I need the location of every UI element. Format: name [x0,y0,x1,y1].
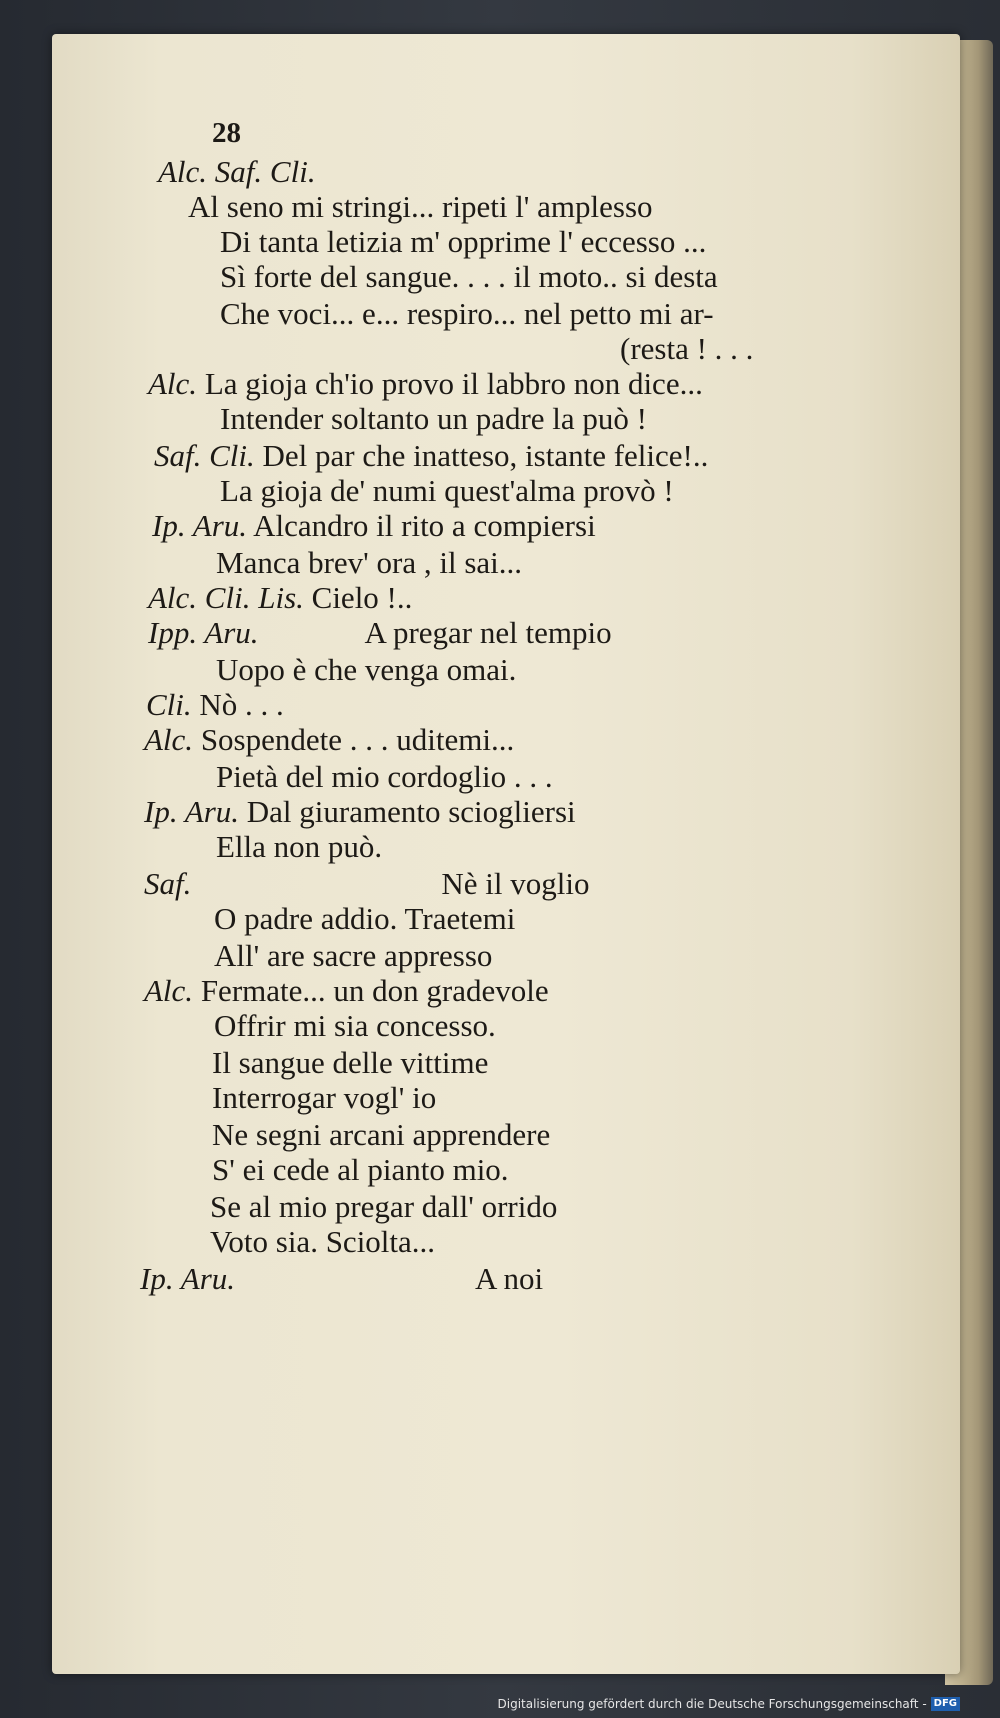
verse-text: Del par che inatteso, istante felice!.. [262,438,709,473]
verse-line-20: Ella non può. [216,829,383,864]
verse-text: Alcandro il rito a compiersi [253,508,596,543]
verse-line-1 [158,154,316,190]
verse-line-28: Ne segni arcani apprendere [212,1117,551,1152]
dfg-logo: DFG [931,1697,960,1711]
verse-line-27: Interrogar vogl' io [212,1080,437,1115]
verse-line-30: Se al mio pregar dall' orrido [210,1189,558,1224]
speaker-label: Saf. [144,866,192,901]
digitization-credit [498,1696,961,1712]
verse-text: Nè il voglio [441,866,590,901]
verse-line-12: Manca brev' ora , il sai... [216,545,523,580]
verse-line-22: O padre addio. Traetemi [214,901,516,936]
speaker-label: Alc. Saf. Cli. [158,154,316,189]
verse-line-10: La gioja de' numi quest'alma provò ! [220,473,674,508]
speaker-label: Ip. Aru. [140,1261,236,1296]
verse-text: Nò . . . [199,687,284,722]
verse-line-8: Intender soltanto un padre la può ! [220,401,647,436]
speaker-label: Alc. [148,366,198,401]
verse-line-7 [148,366,703,402]
verse-line-2: Al seno mi stringi... ripeti l' amplesso [188,189,653,224]
page-number: 28 [212,117,241,149]
verse-line-25: Offrir mi sia concesso. [214,1008,496,1043]
speaker-label: Alc. [144,722,194,757]
verse-text: A noi [475,1261,544,1296]
verse-line-29: S' ei cede al pianto mio. [212,1152,509,1187]
verse-line-13 [148,580,412,616]
verse-line-9 [154,438,708,474]
verse-line-31 [210,1224,435,1260]
verse-text: A pregar nel tempio [364,615,612,650]
verse-text: Sospendete . . . uditemi... [200,722,515,757]
book-page [52,34,960,1674]
verse-line-16 [146,687,284,723]
verse-line-23: All' are sacre appresso [214,938,493,973]
speaker-label: Saf. Cli. [154,438,255,473]
speaker-label: Cli. [146,687,192,722]
verse-line-11 [152,508,596,544]
verse-line-19 [144,794,576,830]
verse-text: La gioja ch'io provo il labbro non dice... [204,366,703,401]
verse-line-6: (resta ! . . . [620,331,754,366]
verse-text: Voto sia. Sciolta... [210,1224,436,1259]
verse-text: Dal giuramento sciogliersi [246,794,576,829]
verse-line-18: Pietà del mio cordoglio . . . [216,759,553,794]
verse-line-17 [144,722,514,758]
verse-line-32 [140,1261,543,1297]
verse-line-24 [144,973,549,1009]
credit-text: Digitalisierung gefördert durch die Deutsche Forschungsgemeinschaft - [497,1697,927,1711]
verse-line-3: Di tanta letizia m' opprime l' eccesso ... [220,224,707,259]
verse-line-4: Sì forte del sangue. . . . il moto.. si desta [220,259,718,294]
speaker-label: Ip. Aru. [152,508,248,543]
speaker-label: Ip. Aru. [144,794,240,829]
verse-line-26: Il sangue delle vittime [212,1045,489,1080]
verse-line-21 [144,866,589,902]
speaker-label: Alc. Cli. Lis. [148,580,304,615]
verse-line-5: Che voci... e... respiro... nel petto mi ar- [220,296,714,331]
verse-text: Fermate... un don gradevole [200,973,549,1008]
verse-line-15: Uopo è che venga omai. [216,652,517,687]
speaker-label: Ipp. Aru. [148,615,259,650]
verse-line-14 [148,615,612,651]
speaker-label: Alc. [144,973,194,1008]
verse-text: Cielo !.. [311,580,413,615]
